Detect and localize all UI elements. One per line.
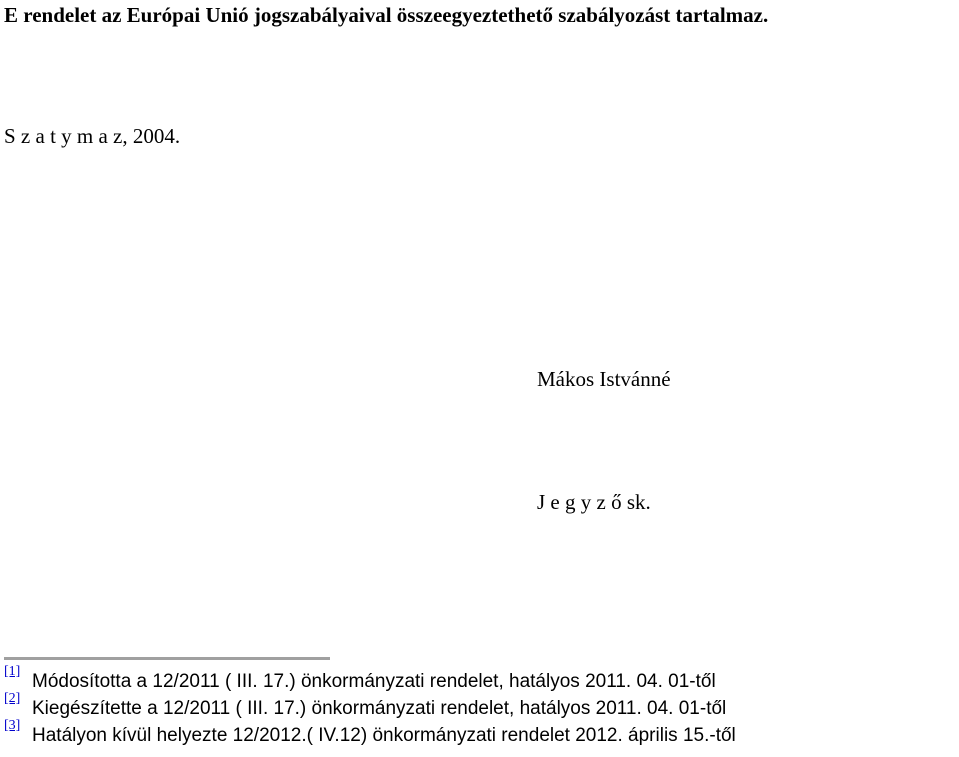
footnote-ref-2-link[interactable]: [2] bbox=[4, 691, 21, 706]
footnote-text: Kiegészítette a 12/2011 ( III. 17.) önkormányzati rendelet, hatályos 2011. 04. 01-től bbox=[32, 698, 727, 719]
footnote-ref-3-link[interactable]: [3] bbox=[4, 718, 21, 733]
place-and-date: S z a t y m a z, 2004. bbox=[4, 124, 181, 148]
footnote-text: Módosította a 12/2011 ( III. 17.) önkormányzati rendelet, hatályos 2011. 04. 01-től bbox=[32, 671, 716, 692]
footnote-text: Hatályon kívül helyezte 12/2012.( IV.12) önkormányzati rendelet 2012. április 15.-től bbox=[32, 725, 736, 746]
eu-compliance-notice: E rendelet az Európai Unió jogszabályaival összeegyeztethető szabályozást tartalmaz. bbox=[4, 3, 769, 27]
footnote-ref-1-link[interactable]: [1] bbox=[4, 664, 21, 679]
footnote-separator bbox=[4, 657, 330, 660]
signer-name: Mákos Istvánné bbox=[537, 367, 671, 391]
signer-role: J e g y z ő sk. bbox=[537, 490, 651, 514]
